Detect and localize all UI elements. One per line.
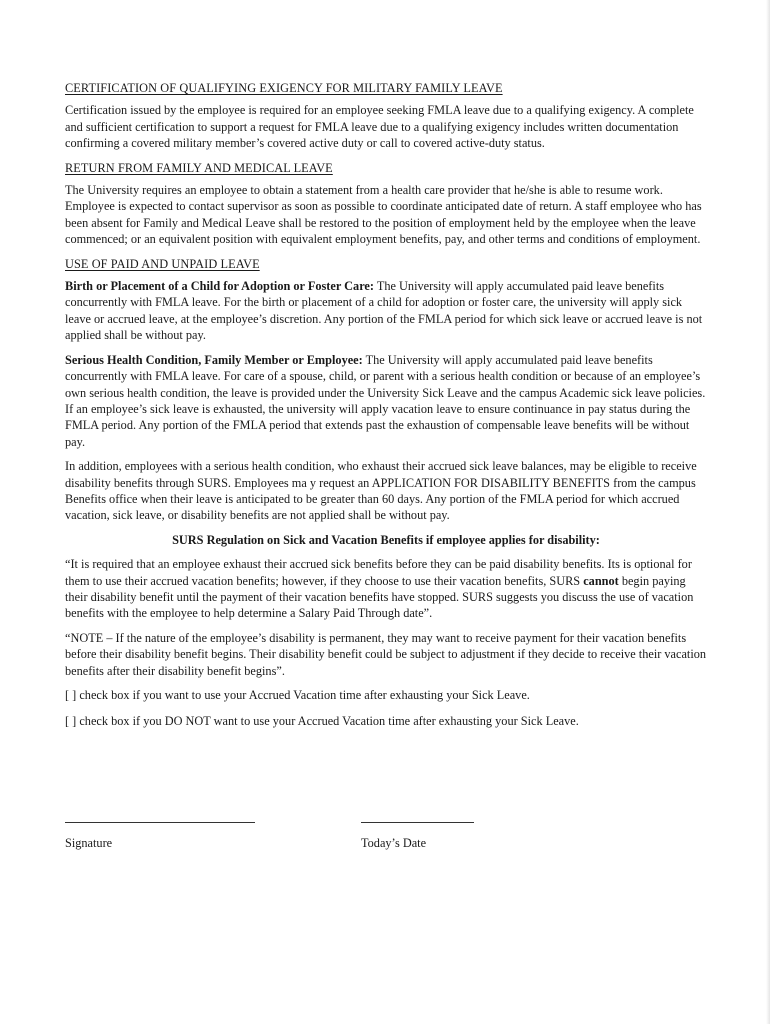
serious-health-text: The University will apply accumulated paid leave benefits concurrently with FMLA leave. For care of a spouse, child, or parent with a serious health condition or because of an employee’s own serious health condition, the leave is provided under the University Sick Leave and the campus Academic sick leave policies. If an employee’s sick leave is exhausted, the university will apply vacation leave to ensure continuance in pay status during the FMLA period. Any portion of the FMLA period that extends past the exhaustion of compensable leave benefits will be without pay. bbox=[65, 352, 706, 449]
checkbox-label: check box if you DO NOT want to use your Accrued Vacation time after exhausting your Sick Leave. bbox=[76, 714, 579, 729]
surs-quote-part2: begin paying their disability benefit until the payment of their vacation benefits have stopped. SURS suggests you discuss the use of vacation benefits with the employee to help determine a Salary Paid Through date”. bbox=[65, 573, 694, 621]
signature-area bbox=[65, 822, 707, 862]
section-heading-return: RETURN FROM FAMILY AND MEDICAL LEAVE bbox=[65, 160, 333, 175]
signature-label: Signature bbox=[65, 836, 113, 850]
birth-placement-paragraph bbox=[65, 278, 707, 344]
signature-line[interactable] bbox=[65, 822, 255, 823]
page-edge-shadow bbox=[766, 0, 770, 1024]
checkbox-no-vacation[interactable] bbox=[65, 713, 707, 729]
surs-quote-part1: “It is required that an employee exhaust their accrued sick benefits before they can be paid disability benefits. Its is optional for them to use their accrued vacation benefits; however, if they choose to use their vacation benefits, SURS bbox=[65, 557, 692, 588]
document-body bbox=[65, 80, 707, 740]
date-label: Today’s Date bbox=[361, 836, 427, 850]
date-line[interactable] bbox=[361, 822, 474, 823]
surs-heading: SURS Regulation on Sick and Vacation Benefits if employee applies for disability: bbox=[172, 532, 600, 547]
return-paragraph: The University requires an employee to obtain a statement from a health care provider that he/she is able to resume work. Employee is expected to contact supervisor as soon as possible to coordinate anticipated date of return. A staff employee who has been absent for Family and Medical Leave shall be restored to the position of employment held by the employee when the leave commenced; or an equivalent position with equivalent employment benefits, pay, and other terms and conditions of employment. bbox=[65, 183, 702, 247]
surs-quote-bold: cannot bbox=[583, 573, 619, 588]
birth-placement-text: The University will apply accumulated paid leave benefits concurrently with FMLA leave. For the birth or placement of a child for adoption or foster care, the university will apply sick leave or accrued leave, at the employee’s discretion. Any portion of the FMLA period for which sick leave or accrued leave is not applied shall be without pay. bbox=[65, 279, 703, 343]
checkbox-label: check box if you want to use your Accrued Vacation time after exhausting your Sick Leave. bbox=[76, 688, 530, 702]
checkbox-use-vacation[interactable] bbox=[65, 687, 707, 703]
surs-note-paragraph: “NOTE – If the nature of the employee’s disability is permanent, they may want to receive payment for their vacation benefits before their disability benefit begins. Their disability benefit could be subject to adjustment if they decide to receive their vacation benefits after their disability benefit begins”. bbox=[65, 630, 707, 678]
section-heading-paid-unpaid: USE OF PAID AND UNPAID LEAVE bbox=[65, 256, 260, 271]
surs-quote-paragraph bbox=[65, 556, 707, 622]
certification-paragraph: Certification issued by the employee is required for an employee seeking FMLA leave due to a qualifying exigency. A complete and sufficient certification to support a request for FMLA leave due to a qualifying exigency includes written documentation confirming a covered military member’s covered active duty or call to covered active-duty status. bbox=[65, 103, 694, 151]
birth-placement-label: Birth or Placement of a Child for Adoption or Foster Care: bbox=[65, 279, 374, 294]
checkbox-brackets[interactable]: [ ] bbox=[65, 688, 77, 702]
disability-paragraph: In addition, employees with a serious health condition, who exhaust their accrued sick leave balances, may be eligible to receive disability benefits through SURS. Employees ma y request an APPLICATION FOR DISABILITY BENEFITS from the campus Benefits office when their leave is anticipated to be greater than 60 days. Any portion of the FMLA period for which accrued vacation, sick leave, or disability benefits are not applied shall be without pay. bbox=[65, 459, 697, 523]
checkbox-brackets[interactable]: [ ] bbox=[65, 714, 77, 729]
serious-health-paragraph bbox=[65, 352, 707, 450]
serious-health-label: Serious Health Condition, Family Member or Employee: bbox=[65, 352, 363, 367]
section-heading-certification: CERTIFICATION OF QUALIFYING EXIGENCY FOR MILITARY FAMILY LEAVE bbox=[65, 81, 503, 95]
